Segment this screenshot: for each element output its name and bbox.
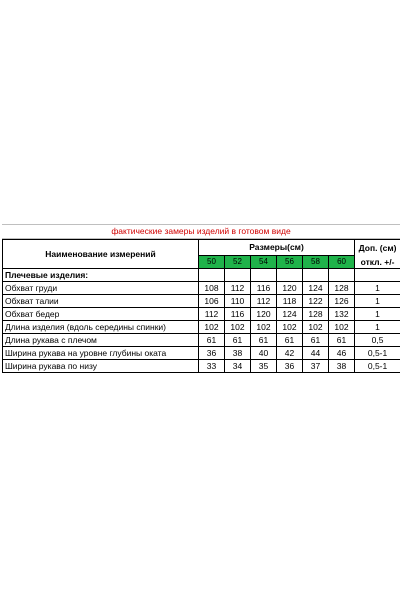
measurement-value: 102: [277, 321, 303, 334]
measurement-value: 61: [303, 334, 329, 347]
measurement-value: 61: [199, 334, 225, 347]
size-header-cell: 52: [225, 255, 251, 268]
measurement-name: Обхват талии: [3, 295, 199, 308]
size-header-cell: 60: [329, 255, 355, 268]
measurement-table: [2, 239, 400, 373]
measurement-value: 46: [329, 347, 355, 360]
measurement-value: 42: [277, 347, 303, 360]
measurement-value: 124: [277, 308, 303, 321]
table-row: [3, 321, 400, 334]
measurement-value: 110: [225, 295, 251, 308]
measurement-sheet: [0, 224, 400, 373]
measurement-value: 112: [199, 308, 225, 321]
sheet-title: фактические замеры изделий в готовом виде: [2, 224, 400, 239]
measurement-name: Обхват груди: [3, 282, 199, 295]
table-row: [3, 360, 400, 373]
measurement-name: Длина рукава с плечом: [3, 334, 199, 347]
measurement-value: 102: [225, 321, 251, 334]
tolerance-value: 1: [355, 308, 400, 321]
measurement-value: 44: [303, 347, 329, 360]
measurement-value: 120: [277, 282, 303, 295]
measurement-name: Ширина рукава на уровне глубины оката: [3, 347, 199, 360]
measurement-value: 33: [199, 360, 225, 373]
measurement-value: 112: [225, 282, 251, 295]
sizes-header: Размеры(см): [199, 240, 355, 256]
tolerance-value: 1: [355, 282, 400, 295]
measurement-value: 35: [251, 360, 277, 373]
table-row: [3, 295, 400, 308]
tolerance-value: 0,5-1: [355, 360, 400, 373]
section-title: Плечевые изделия:: [3, 269, 199, 282]
measurement-value: 118: [277, 295, 303, 308]
tolerance-value: 0,5-1: [355, 347, 400, 360]
name-column-header: Наименование измерений: [3, 240, 199, 269]
measurement-name: Ширина рукава по низу: [3, 360, 199, 373]
measurement-value: 38: [225, 347, 251, 360]
measurement-value: 124: [303, 282, 329, 295]
measurement-value: 61: [277, 334, 303, 347]
measurement-value: 61: [225, 334, 251, 347]
measurement-value: 126: [329, 295, 355, 308]
table-row: [3, 347, 400, 360]
measurement-value: 116: [251, 282, 277, 295]
measurement-value: 37: [303, 360, 329, 373]
measurement-value: 132: [329, 308, 355, 321]
size-header-cell: 58: [303, 255, 329, 268]
measurement-value: 106: [199, 295, 225, 308]
tolerance-header-line-2: откл. +/-: [355, 255, 400, 268]
table-row: [3, 308, 400, 321]
measurement-value: 102: [251, 321, 277, 334]
tolerance-value: 1: [355, 321, 400, 334]
measurement-value: 61: [329, 334, 355, 347]
measurement-value: 122: [303, 295, 329, 308]
measurement-value: 116: [225, 308, 251, 321]
measurement-value: 38: [329, 360, 355, 373]
measurement-value: 102: [303, 321, 329, 334]
table-row: [3, 334, 400, 347]
measurement-value: 34: [225, 360, 251, 373]
measurement-value: 61: [251, 334, 277, 347]
measurement-name: Длина изделия (вдоль середины спинки): [3, 321, 199, 334]
tolerance-value: 0,5: [355, 334, 400, 347]
measurement-value: 102: [329, 321, 355, 334]
measurement-value: 40: [251, 347, 277, 360]
table-row: [3, 282, 400, 295]
size-header-cell: 56: [277, 255, 303, 268]
measurement-value: 108: [199, 282, 225, 295]
measurement-value: 128: [303, 308, 329, 321]
measurement-name: Обхват бедер: [3, 308, 199, 321]
tolerance-header-line-1: Доп. (см): [355, 240, 400, 256]
size-header-cell: 50: [199, 255, 225, 268]
measurement-value: 112: [251, 295, 277, 308]
measurement-value: 128: [329, 282, 355, 295]
measurement-value: 102: [199, 321, 225, 334]
header-row-1: [3, 240, 400, 256]
measurement-value: 36: [199, 347, 225, 360]
measurement-value: 36: [277, 360, 303, 373]
measurement-value: 120: [251, 308, 277, 321]
section-row: [3, 269, 400, 282]
tolerance-value: 1: [355, 295, 400, 308]
size-header-cell: 54: [251, 255, 277, 268]
